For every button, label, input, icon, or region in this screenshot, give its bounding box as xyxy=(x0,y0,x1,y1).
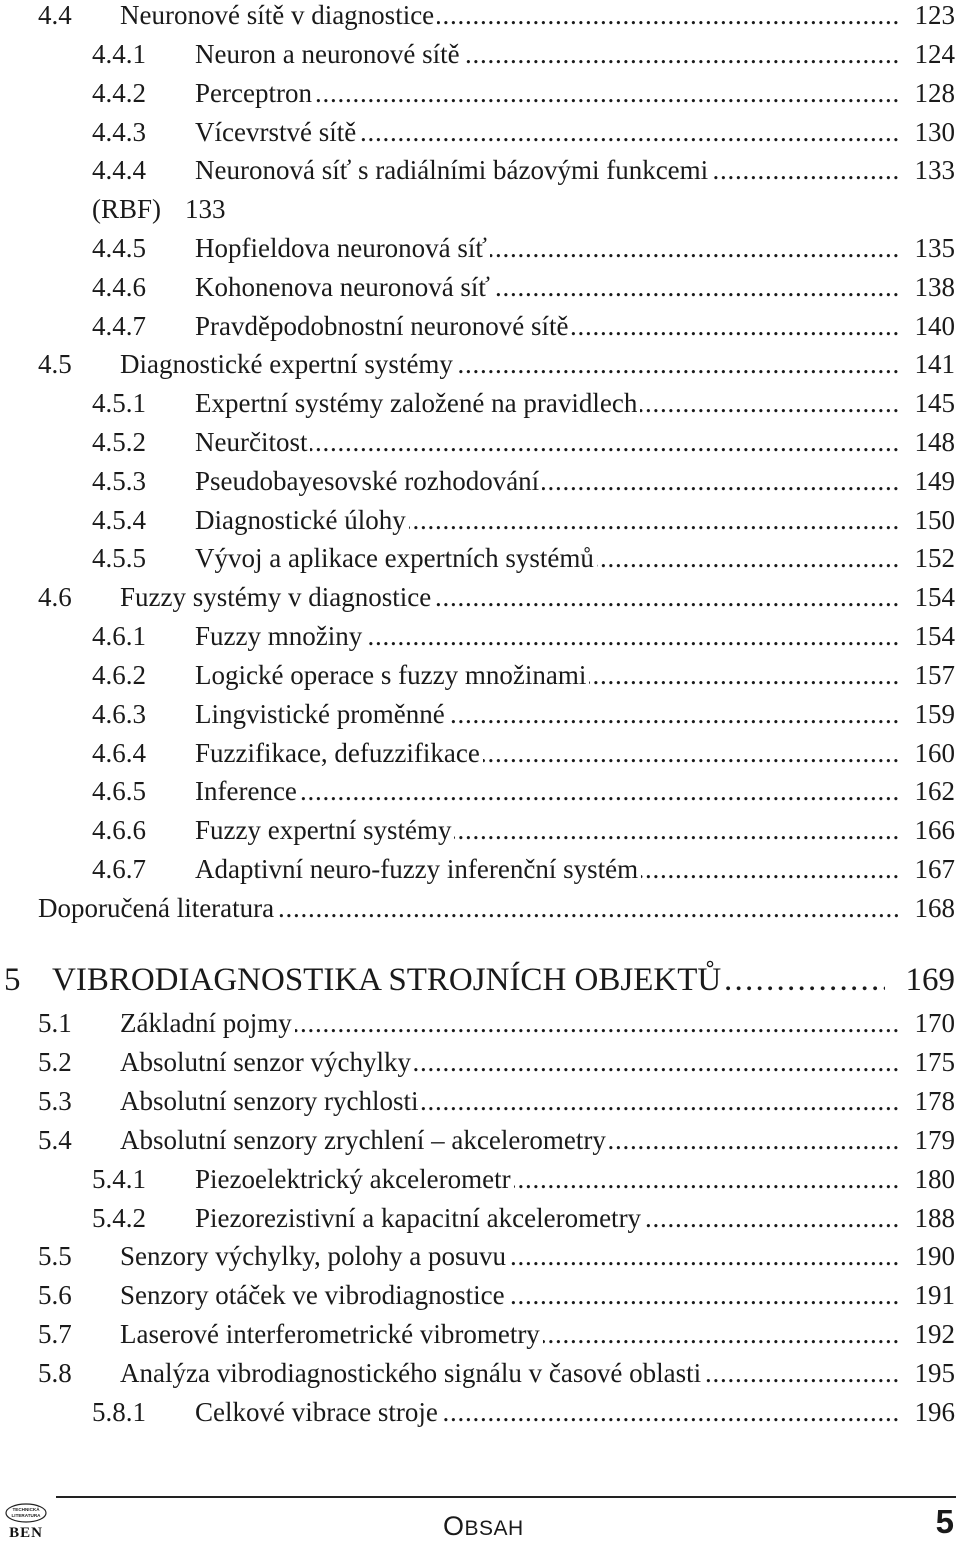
entry-number: 5.4.1 xyxy=(92,1164,146,1194)
entry-page: 162 xyxy=(914,776,955,806)
entry-title: Adaptivní neuro-fuzzy inferenční systém xyxy=(195,854,641,884)
entry-page: 175 xyxy=(914,1047,955,1077)
toc-entry[interactable] xyxy=(38,1005,955,1041)
toc-entry[interactable] xyxy=(38,1277,955,1313)
entry-number: 4.5 xyxy=(38,349,72,379)
toc-entry[interactable] xyxy=(92,540,955,576)
toc-entry[interactable] xyxy=(92,385,955,421)
entry-page: 180 xyxy=(914,1164,955,1194)
entry-page: 149 xyxy=(914,466,955,496)
toc-entry[interactable] xyxy=(38,579,955,615)
entry-number: 4.6.2 xyxy=(92,660,146,690)
entry-title: Absolutní senzory zrychlení – akcelerometry xyxy=(120,1125,609,1155)
entry-title: Fuzzy expertní systémy xyxy=(195,815,454,845)
entry-title: Senzory otáček ve vibrodiagnostice xyxy=(120,1280,508,1310)
entry-title: Absolutní senzory rychlosti xyxy=(120,1086,421,1116)
chapter-page: 169 xyxy=(905,962,955,998)
toc-entry[interactable] xyxy=(92,1394,955,1430)
entry-number: 4.4.1 xyxy=(92,39,146,69)
entry-page: 188 xyxy=(914,1203,955,1233)
entry-page: 170 xyxy=(914,1008,955,1038)
entry-page: 178 xyxy=(914,1086,955,1116)
entry-page: 141 xyxy=(914,349,955,379)
toc-entry[interactable] xyxy=(38,1238,955,1274)
toc-entry[interactable] xyxy=(38,0,955,33)
entry-page: 196 xyxy=(914,1397,955,1427)
toc-entry[interactable] xyxy=(92,75,955,111)
toc-entry-continuation xyxy=(92,191,226,227)
entry-page: 167 xyxy=(914,854,955,884)
entry-title: Neuron a neuronové sítě xyxy=(195,39,463,69)
entry-number: 5.1 xyxy=(38,1008,72,1038)
entry-title: Analýza vibrodiagnostického signálu v časové oblasti xyxy=(120,1358,704,1388)
entry-page: 135 xyxy=(914,233,955,263)
entry-number: 4.5.4 xyxy=(92,505,146,535)
entry-number: 4.4.3 xyxy=(92,117,146,147)
entry-number: 4.6.6 xyxy=(92,815,146,845)
entry-title: Kohonenova neuronová síť xyxy=(195,272,493,302)
entry-page: 154 xyxy=(914,621,955,651)
toc-entry[interactable] xyxy=(92,36,955,72)
entry-title: Diagnostické úlohy xyxy=(195,505,409,535)
entry-title: Neurčitost xyxy=(195,427,310,457)
entry-title: Celkové vibrace stroje xyxy=(195,1397,441,1427)
entry-page: 133 xyxy=(914,155,955,185)
entry-number: 5.7 xyxy=(38,1319,72,1349)
entry-title: Absolutní senzor výchylky xyxy=(120,1047,414,1077)
entry-page: 191 xyxy=(914,1280,955,1310)
toc-entry[interactable] xyxy=(38,1355,955,1391)
entry-page: 130 xyxy=(914,117,955,147)
entry-page: 179 xyxy=(914,1125,955,1155)
entry-number: 4.4.7 xyxy=(92,311,146,341)
entry-number: 4.6.7 xyxy=(92,854,146,884)
entry-title: Hopfieldova neuronová síť xyxy=(195,233,490,263)
toc-entry[interactable] xyxy=(92,1200,955,1236)
entry-title: Perceptron xyxy=(195,78,315,108)
toc-entry[interactable] xyxy=(38,346,955,382)
entry-number: 4.6.5 xyxy=(92,776,146,806)
entry-title: Fuzzifikace, defuzzifikace xyxy=(195,738,483,768)
entry-title: Diagnostické expertní systémy xyxy=(120,349,456,379)
entry-page: 190 xyxy=(914,1241,955,1271)
toc-entry[interactable] xyxy=(92,114,955,150)
entry-number: 5.2 xyxy=(38,1047,72,1077)
entry-number: 5.4.2 xyxy=(92,1203,146,1233)
entry-number: 5.8 xyxy=(38,1358,72,1388)
entry-title: Piezoelektrický akcelerometr xyxy=(195,1164,514,1194)
entry-number: 4.6.1 xyxy=(92,621,146,651)
entry-page: 192 xyxy=(914,1319,955,1349)
entry-page: 133 xyxy=(185,194,226,224)
entry-number: 4.6.4 xyxy=(92,738,146,768)
entry-number: 5.8.1 xyxy=(92,1397,146,1427)
toc-entry[interactable] xyxy=(92,735,955,771)
entry-page: 150 xyxy=(914,505,955,535)
toc-entry[interactable] xyxy=(38,1316,955,1352)
entry-title: Piezorezistivní a kapacitní akcelerometry xyxy=(195,1203,644,1233)
toc-entry[interactable] xyxy=(38,1083,955,1119)
entry-title: Fuzzy množiny xyxy=(195,621,365,651)
entry-title: Expertní systémy založené na pravidlech xyxy=(195,388,640,418)
toc-entry[interactable] xyxy=(92,657,955,693)
entry-number: 4.6.3 xyxy=(92,699,146,729)
toc-entry[interactable] xyxy=(92,502,955,538)
entry-number: 4.5.5 xyxy=(92,543,146,573)
entry-page: 148 xyxy=(914,427,955,457)
entry-title: Neuronové sítě v diagnostice xyxy=(120,0,437,30)
entry-title: Inference xyxy=(195,776,300,806)
entry-number: 4.5.1 xyxy=(92,388,146,418)
entry-title: Doporučená literatura xyxy=(38,893,277,923)
toc-entry[interactable] xyxy=(92,696,955,732)
entry-number: 4.4.5 xyxy=(92,233,146,263)
footer-section-title: OBSAH xyxy=(443,1511,524,1541)
entry-title: Laserové interferometrické vibrometry xyxy=(120,1319,543,1349)
toc-entry[interactable] xyxy=(92,812,955,848)
entry-page: 152 xyxy=(914,543,955,573)
entry-number: 4.5.2 xyxy=(92,427,146,457)
publisher-logo xyxy=(2,1500,50,1540)
entry-number: (RBF) xyxy=(92,194,162,224)
toc-entry[interactable] xyxy=(92,424,955,460)
entry-page: 168 xyxy=(914,893,955,923)
toc-entry[interactable] xyxy=(92,1161,955,1197)
entry-page: 195 xyxy=(914,1358,955,1388)
entry-title: Senzory výchylky, polohy a posuvu xyxy=(120,1241,509,1271)
entry-page: 123 xyxy=(914,0,955,30)
entry-number: 5.5 xyxy=(38,1241,72,1271)
footer-divider xyxy=(56,1496,956,1498)
entry-number: 5.4 xyxy=(38,1125,72,1155)
entry-title: Vývoj a aplikace expertních systémů xyxy=(195,543,597,573)
entry-number: 4.4 xyxy=(38,0,72,30)
entry-title: Fuzzy systémy v diagnostice xyxy=(120,582,434,612)
entry-page: 160 xyxy=(914,738,955,768)
entry-page: 138 xyxy=(914,272,955,302)
toc-entry[interactable] xyxy=(38,1122,955,1158)
entry-number: 4.6 xyxy=(38,582,72,612)
entry-page: 154 xyxy=(914,582,955,612)
logo-wordmark: BEN xyxy=(9,1525,43,1540)
entry-title: Logické operace s fuzzy množinami xyxy=(195,660,589,690)
entry-title: Pravděpodobnostní neuronové sítě xyxy=(195,311,571,341)
entry-page: 128 xyxy=(914,78,955,108)
toc-entry[interactable] xyxy=(92,269,955,305)
entry-title: Pseudobayesovské rozhodování xyxy=(195,466,542,496)
entry-number: 5.3 xyxy=(38,1086,72,1116)
entry-page: 159 xyxy=(914,699,955,729)
entry-title: Neuronová síť s radiálními bázovými funkcemi xyxy=(195,155,711,185)
entry-title: Základní pojmy xyxy=(120,1008,295,1038)
chapter-number: 5 xyxy=(4,962,21,998)
entry-page: 140 xyxy=(914,311,955,341)
toc-entry[interactable] xyxy=(92,773,955,809)
logo-line-2: LITERATURA xyxy=(11,1513,41,1518)
entry-number: 4.4.2 xyxy=(92,78,146,108)
entry-number: 4.5.3 xyxy=(92,466,146,496)
footer-page-number: 5 xyxy=(935,1503,954,1540)
entry-title: Vícevrstvé sítě xyxy=(195,117,359,147)
toc-chapter[interactable] xyxy=(4,958,955,1002)
toc-entry[interactable] xyxy=(38,890,955,926)
entry-number: 4.4.4 xyxy=(92,155,146,185)
entry-page: 124 xyxy=(914,39,955,69)
entry-page: 166 xyxy=(914,815,955,845)
toc-entry[interactable] xyxy=(92,152,955,188)
entry-page: 145 xyxy=(914,388,955,418)
entry-number: 4.4.6 xyxy=(92,272,146,302)
toc-entry[interactable] xyxy=(92,618,955,654)
entry-page: 157 xyxy=(914,660,955,690)
toc-entry[interactable] xyxy=(38,1044,955,1080)
entry-title: Lingvistické proměnné xyxy=(195,699,448,729)
chapter-title: VIBRODIAGNOSTIKA STROJNÍCH OBJEKTŮ xyxy=(52,962,724,998)
logo-line-1: TECHNICKÁ xyxy=(12,1507,40,1512)
toc-entry[interactable] xyxy=(92,463,955,499)
toc-entry[interactable] xyxy=(92,851,955,887)
entry-number: 5.6 xyxy=(38,1280,72,1310)
toc-entry[interactable] xyxy=(92,308,955,344)
toc-entry[interactable] xyxy=(92,230,955,266)
